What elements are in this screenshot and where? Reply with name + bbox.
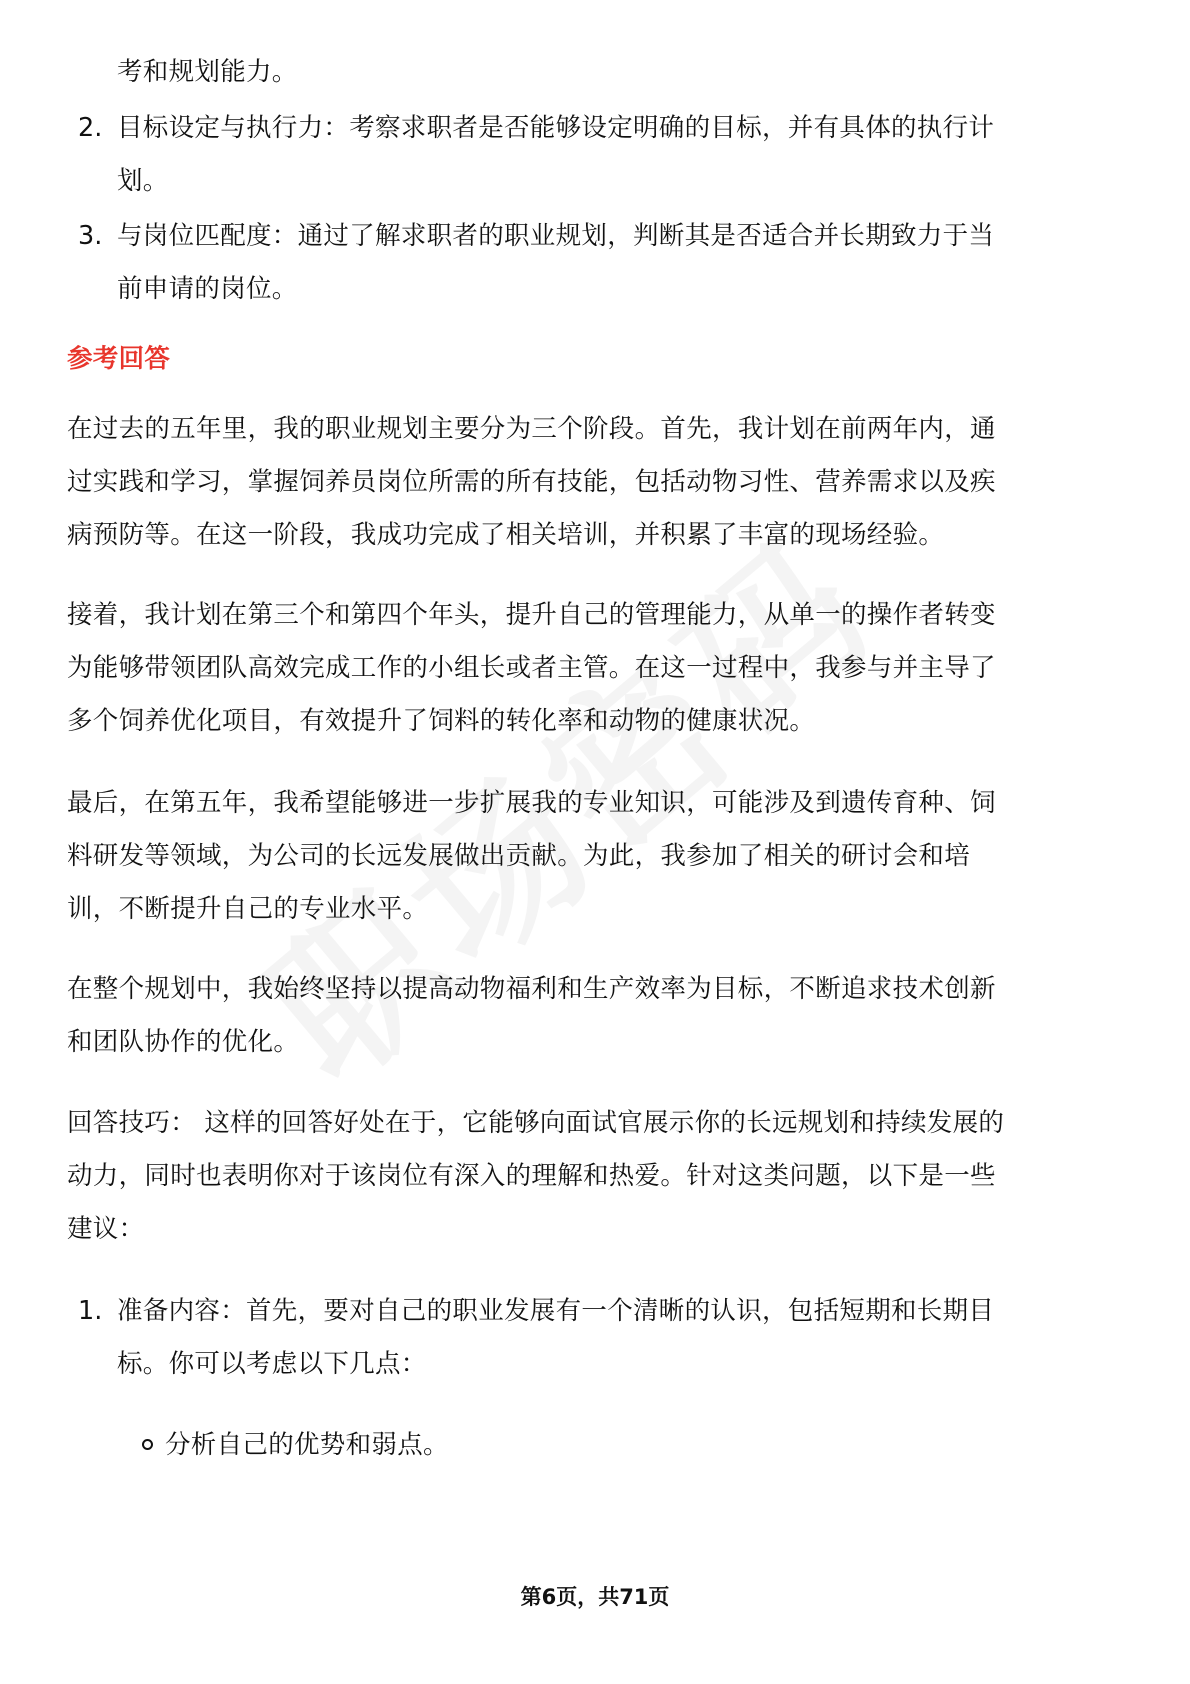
paragraph-line: 在过去的五年里，我的职业规划主要分为三个阶段。首先，我计划在前两年内，通 bbox=[67, 414, 996, 444]
list-item-2-line: 目标设定与执行力：考察求职者是否能够设定明确的目标，并有具体的执行计 bbox=[117, 113, 995, 143]
paragraph-line: 训，不断提升自己的专业水平。 bbox=[67, 894, 429, 924]
page-number-footer: 第6页，共71页 bbox=[520, 1585, 670, 1609]
list-item-1-tail: 考和规划能力。 bbox=[117, 57, 298, 87]
paragraph-line: 过实践和学习，掌握饲养员岗位所需的所有技能，包括动物习性、营养需求以及疾 bbox=[67, 467, 996, 497]
paragraph-line: 动力，同时也表明你对于该岗位有深入的理解和热爱。针对这类问题，以下是一些 bbox=[67, 1161, 996, 1191]
paragraph-line: 为能够带领团队高效完成工作的小组长或者主管。在这一过程中，我参与并主导了 bbox=[67, 653, 996, 683]
list-item-number: 3. bbox=[78, 221, 103, 251]
list-item-line: 准备内容：首先，要对自己的职业发展有一个清晰的认识，包括短期和长期目 bbox=[117, 1296, 995, 1326]
list-item-2-line: 划。 bbox=[117, 166, 169, 196]
paragraph-line: 多个饲养优化项目，有效提升了饲料的转化率和动物的健康状况。 bbox=[67, 706, 816, 736]
list-item-number: 2. bbox=[78, 113, 103, 143]
list-item-3-line: 与岗位匹配度：通过了解求职者的职业规划，判断其是否适合并长期致力于当 bbox=[117, 221, 995, 251]
paragraph-line: 最后，在第五年，我希望能够进一步扩展我的专业知识，可能涉及到遗传育种、饲 bbox=[67, 788, 996, 818]
paragraph-line: 在整个规划中，我始终坚持以提高动物福利和生产效率为目标，不断追求技术创新 bbox=[67, 974, 996, 1004]
list-item-line: 标。你可以考虑以下几点： bbox=[117, 1349, 427, 1379]
paragraph-line: 和团队协作的优化。 bbox=[67, 1027, 300, 1057]
list-item-3-line: 前申请的岗位。 bbox=[117, 274, 298, 304]
paragraph-line: 回答技巧： 这样的回答好处在于，它能够向面试官展示你的长远规划和持续发展的 bbox=[67, 1108, 1005, 1138]
list-item-number: 1. bbox=[78, 1296, 103, 1326]
paragraph-line: 料研发等领域，为公司的长远发展做出贡献。为此，我参加了相关的研讨会和培 bbox=[67, 841, 971, 871]
paragraph-line: 病预防等。在这一阶段，我成功完成了相关培训，并积累了丰富的现场经验。 bbox=[67, 520, 945, 550]
paragraph-line: 建议： bbox=[67, 1214, 145, 1244]
sub-list-item: 分析自己的优势和弱点。 bbox=[165, 1430, 449, 1460]
paragraph-line: 接着，我计划在第三个和第四个年头，提升自己的管理能力，从单一的操作者转变 bbox=[67, 600, 996, 630]
hollow-bullet-icon bbox=[142, 1439, 153, 1450]
reference-answer-heading: 参考回答 bbox=[67, 344, 171, 374]
